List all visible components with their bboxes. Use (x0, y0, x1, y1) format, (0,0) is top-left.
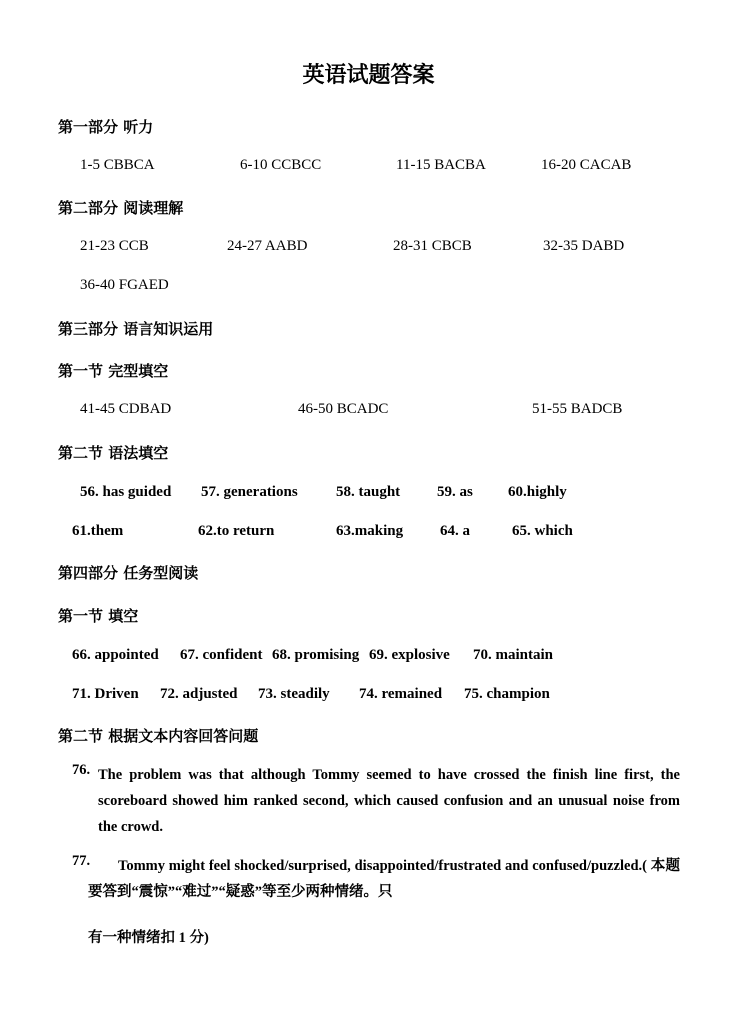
page-title: 英语试题答案 (302, 62, 435, 88)
answer-item: 66. appointed (72, 647, 159, 663)
answer-group: 1-5 CBBCA (80, 157, 155, 173)
answer-item: 62.to return (198, 523, 275, 539)
answer-paragraph-77 (88, 853, 680, 905)
answer-item: 75. champion (464, 686, 550, 702)
part4-section2-heading: 第二节 根据文本内容回答问题 (58, 727, 259, 745)
answer-group: 46-50 BCADC (298, 401, 389, 417)
answer-77-note: 有一种情绪扣 1 分) (88, 930, 209, 946)
answer-group: 6-10 CCBCC (240, 157, 322, 173)
answer-group: 28-31 CBCB (393, 238, 472, 254)
answer-item: 59. as (437, 484, 473, 500)
answer-group: 36-40 FGAED (80, 277, 169, 293)
answer-group: 41-45 CDBAD (80, 401, 172, 417)
part4-section1-heading: 第一节 填空 (58, 607, 139, 625)
answer-item: 71. Driven (72, 686, 139, 702)
part3-section2-heading: 第二节 语法填空 (58, 444, 169, 462)
answer-item: 61.them (72, 523, 124, 539)
answer-item: 57. generations (201, 484, 298, 500)
answer-group: 32-35 DABD (543, 238, 625, 254)
question-number: 76. (72, 762, 91, 778)
answer-paragraph-76 (98, 762, 680, 840)
answer-item: 64. a (440, 523, 470, 539)
answer-item: 63.making (336, 523, 404, 539)
answer-group: 24-27 AABD (227, 238, 308, 254)
answer-item: 65. which (512, 523, 573, 539)
answer-item: 70. maintain (473, 647, 554, 663)
answer-item: 56. has guided (80, 484, 172, 500)
answer-group: 11-15 BACBA (396, 157, 486, 173)
part2-heading: 第二部分 阅读理解 (58, 199, 184, 217)
answer-77-text: Tommy might feel shocked/surprised, disappointed/frustrated and confused/puzzled.( 本题要答到“震惊”“难过”“疑惑”等至少两种情绪。只 (88, 858, 680, 900)
answer-item: 60.highly (508, 484, 567, 500)
answer-item: 69. explosive (369, 647, 450, 663)
part3-heading: 第三部分 语言知识运用 (58, 320, 214, 338)
part1-heading: 第一部分 听力 (58, 118, 154, 136)
answer-item: 72. adjusted (160, 686, 238, 702)
answer-76-text: The problem was that although Tommy seemed to have crossed the finish line first, the scoreboard showed him ranked second, which caused confusion and an unusual noise from the crowd. (98, 767, 680, 835)
part4-heading: 第四部分 任务型阅读 (58, 564, 199, 582)
answer-item: 58. taught (336, 484, 401, 500)
part3-section1-heading: 第一节 完型填空 (58, 362, 169, 380)
answer-item: 73. steadily (258, 686, 330, 702)
answer-group: 21-23 CCB (80, 238, 149, 254)
answer-item: 67. confident (180, 647, 263, 663)
answer-group: 16-20 CACAB (541, 157, 632, 173)
answer-item: 74. remained (359, 686, 443, 702)
question-number: 77. (72, 853, 91, 869)
answer-item: 68. promising (272, 647, 360, 663)
answer-group: 51-55 BADCB (532, 401, 623, 417)
